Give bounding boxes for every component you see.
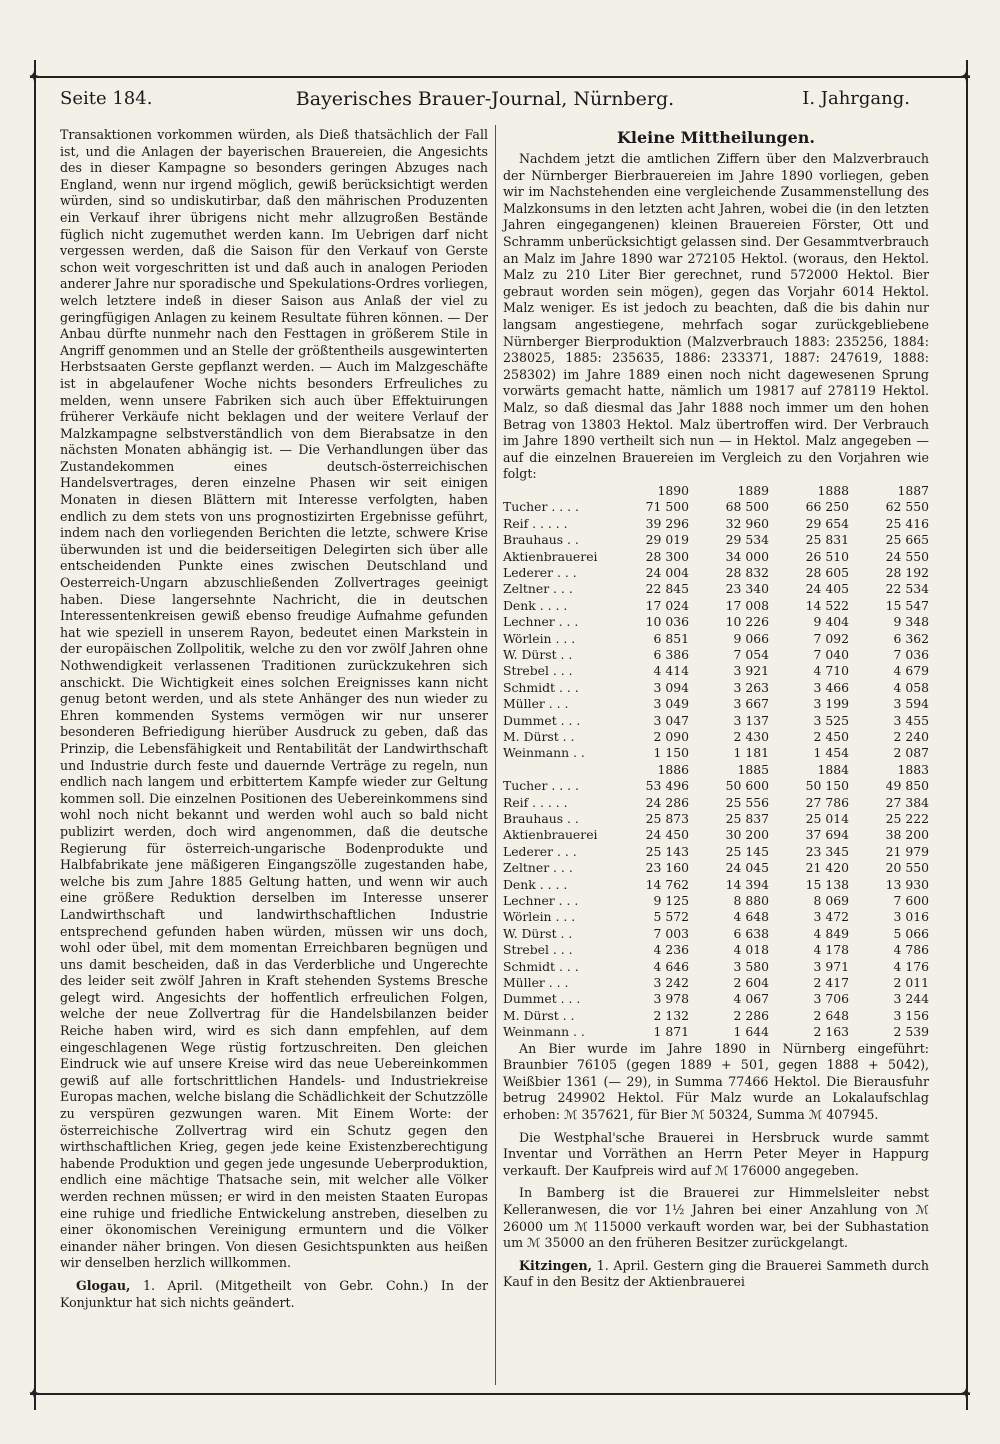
brewery-name: W. Dürst . .	[503, 925, 573, 941]
year-header: 1887	[897, 482, 929, 498]
malt-value: 66 250	[805, 499, 849, 515]
malt-value: 1 644	[733, 1024, 769, 1040]
malt-value: 2 417	[813, 975, 849, 991]
brewery-name: Reif . . . . .	[503, 794, 568, 810]
brewery-name: Tucher . . . .	[503, 499, 579, 515]
malt-value: 4 067	[733, 991, 769, 1007]
malt-value: 50 150	[805, 778, 849, 794]
malt-value: 25 556	[725, 794, 769, 810]
malt-value: 3 047	[653, 712, 689, 728]
right-column	[503, 127, 929, 1291]
malt-value: 25 143	[645, 843, 689, 859]
glogau-place: Glogau,	[76, 1277, 131, 1293]
brewery-name: Brauhaus . .	[503, 532, 579, 548]
malt-value: 25 665	[885, 532, 929, 548]
malt-value: 4 710	[813, 663, 849, 679]
section-title: Kleine Mittheilungen.	[617, 128, 815, 147]
table-row	[503, 696, 929, 712]
malt-value: 2 539	[893, 1024, 929, 1040]
table-row	[503, 926, 929, 942]
malt-value: 1 871	[653, 1024, 689, 1040]
malt-value: 28 300	[645, 548, 689, 564]
bamberg-paragraph: In Bamberg ist die Brauerei zur Himmelsleiter nebst Kelleranwesen, die vor 1½ Jahren bei einer Anzahlung von ℳ 26000 um ℳ 115000 verkauft worden war, bei der Subhastation um ℳ 35000 an den früheren Besitzer zurückgelangt.	[503, 1185, 929, 1251]
malt-value: 25 416	[885, 515, 929, 531]
malt-value: 4 176	[893, 958, 929, 974]
table-header-blank	[503, 762, 609, 778]
malt-value: 2 132	[653, 1007, 689, 1023]
malt-value: 6 386	[653, 646, 689, 662]
brewery-name: Reif . . . . .	[503, 515, 568, 531]
brewery-name: Schmidt . . .	[503, 958, 579, 974]
brewery-name: M. Dürst . .	[503, 728, 575, 744]
malt-value: 5 066	[893, 925, 929, 941]
malt-value: 24 550	[885, 548, 929, 564]
malt-value: 4 646	[653, 958, 689, 974]
malt-value: 23 160	[645, 860, 689, 876]
brewery-name: Müller . . .	[503, 696, 569, 712]
table-row	[503, 991, 929, 1007]
table-row	[503, 680, 929, 696]
brewery-name: Dummet . . .	[503, 712, 581, 728]
malt-value: 6 851	[653, 630, 689, 646]
table-row	[503, 975, 929, 991]
malt-value: 8 880	[733, 893, 769, 909]
malt-value: 3 263	[733, 679, 769, 695]
malt-value: 2 090	[653, 728, 689, 744]
malt-value: 7 092	[813, 630, 849, 646]
brewery-name: Dummet . . .	[503, 991, 581, 1007]
table-row	[503, 713, 929, 729]
malt-value: 29 654	[805, 515, 849, 531]
malt-value: 62 550	[885, 499, 929, 515]
malt-value: 53 496	[645, 778, 689, 794]
brewery-name: W. Dürst . .	[503, 646, 573, 662]
malt-value: 2 286	[733, 1007, 769, 1023]
malt-value: 7 040	[813, 646, 849, 662]
malt-value: 29 019	[645, 532, 689, 548]
malt-value: 25 837	[725, 811, 769, 826]
brewery-name: Schmidt . . .	[503, 679, 579, 695]
column-divider	[495, 125, 496, 1385]
malt-value: 29 534	[725, 532, 769, 548]
malt-value: 15 138	[805, 876, 849, 892]
malt-value: 9 125	[653, 893, 689, 909]
malt-value: 6 362	[893, 630, 929, 646]
malt-value: 14 522	[805, 597, 849, 613]
page-header	[60, 88, 910, 118]
year-header: 1886	[657, 761, 689, 777]
malt-value: 14 394	[725, 876, 769, 892]
table-header-row	[503, 483, 929, 499]
malt-value: 3 706	[813, 991, 849, 1007]
malt-value: 24 004	[645, 564, 689, 580]
year-header: 1883	[897, 761, 929, 777]
table-row	[503, 598, 929, 614]
table-row	[503, 844, 929, 860]
malt-value: 10 036	[645, 614, 689, 630]
left-border-rule	[34, 60, 36, 1410]
malt-value: 4 849	[813, 925, 849, 941]
brewery-name: Wörlein . . .	[503, 909, 576, 925]
table-row	[503, 565, 929, 581]
left-column	[60, 127, 488, 1311]
malt-value: 24 045	[725, 860, 769, 876]
malt-value: 1 181	[733, 745, 769, 761]
malt-value: 3 466	[813, 679, 849, 695]
article-body: Transaktionen vorkommen würden, als Dieß thatsächlich der Fall ist, und die Anlagen der bayerischen Brauereien, die Angesichts des in dieser Kampagne so besonders geringen Abzuges nach England, wenn nur irgend möglich, gewiß berücksichtigt werden würden, sind so undiskutirbar, daß den mährischen Produzenten ein Verkauf ihrer übrigens nicht mehr allzugroßen Bestände füglich nicht zugemuthet werden kann. Im Uebrigen darf nicht vergessen werden, daß die Saison für den Verkauf von Gerste schon weit vorgeschritten ist und daß auch in analogen Perioden anderer Jahre nur sporadische und Spekulations-Ordres vorliegen, welch letztere indeß in dieser Saison aus Anlaß der viel zu geringfügigen Anlagen zu keinem Resultate führen können. — Der Anbau dürfte nunmehr nach den Festtagen in größerem Stile in Angriff genommen und an Stelle der größtentheils ausgewinterten Herbstsaaten Gerste gepflanzt werden. — Auch im Malzgeschäfte ist in abgelaufener Woche nichts besonders Erfreuliches zu melden, wenn unsere Fabriken sich auch über Effektuirungen früherer Verkäufe nicht beklagen und der weitere Verlauf der Malzkampagne selbstverständlich von dem Bierabsatze in den nächsten Monaten abhängig ist. — Die Verhandlungen über das Zustandekommen eines deutsch-österreichischen Handelsvertrages, deren einzelne Phasen wir seit einigen Monaten in diesen Blättern mit Interesse verfolgten, haben endlich zu dem stets von uns prognostizirten Ergebnisse geführt, indem nach den vorliegenden Berichten die letzte, schwere Krise überwunden ist und die beiderseitigen Delegirten sich über alle entscheidenden Punkte eines zwischen Deutschland und Oesterreich-Ungarn abzuschließenden Zollvertrages geeinigt haben. Diese langersehnte Nachricht, die in deutschen Interessentenkreisen gewiß ebenso freudige Aufnahme gefunden hat wie speziell in unserem Rayon, bedeutet einen Markstein in der europäischen Zollpolitik, welche zu den vor zwölf Jahren ohne Nothwendigkeit verlassenen Traditionen zurückzukehren sich anschickt. Die Wichtigkeit eines solchen Ereignisses kann nicht genug betont werden, und als stete Anhänger des nun wieder zu Ehren kommenden Systems vermögen wir nur unserer besonderen Befriedigung hierüber Ausdruck zu geben, daß das Prinzip, die Lebensfähigkeit und Rentabilität der Landwirthschaft und Industrie durch feste und dauernde Verträge zu regeln, nun endlich nach langem und erbittertem Kampfe wieder zur Geltung kommen soll. Die einzelnen Positionen des Uebereinkommens sind wohl noch nicht bekannt und werden wohl auch so bald nicht publizirt werden, doch wird angenommen, daß die deutsche Regierung für österreich-ungarische Bodenprodukte und Halbfabrikate jene mäßigeren Eingangszölle zugestanden habe, welche bis zum Jahre 1885 Geltung hatten, und wenn wir auch eine größere Reduktion derselben im Interesse unserer Landwirthschaft und landwirthschaftlichen Industrie entsprechend gefunden haben würden, müssen wir uns doch, wohl oder übel, mit dem momentan Erreichbaren begnügen und uns damit bescheiden, daß in das Verderbliche und Ungerechte des leider seit zwölf Jahren in Kraft stehenden Systems Bresche gelegt wird. Angesichts der hoffentlich erfreulichen Folgen, welche der neue Zollvertrag für die Handelsbilanzen beider Reiche haben wird, wird es sich dann empfehlen, auf dem eingeschlagenen Wege rüstig fortzuschreiten. Den gleichen Eindruck wie auf unsere Kreise wird das neue Uebereinkommen gewiß auf alle fortschrittlichen Handels- und Industriekreise Europas machen, welche bislang die Schädlichkeit der Schutzzölle zu verspüren gezwungen waren. Mit Einem Worte: der österreichische Zollvertrag wird ein Schutz gegen den wirthschaftlichen Krieg, gegen jede keine Existenzberechtigung habende Produktion und gegen jede ungesunde Ueberproduktion, endlich eine mächtige Thatsache sein, mit welcher alle Völker werden rechnen müssen; er wird in den meisten Staaten Europas eine ruhige und friedliche Entwickelung anstreben, dieselben zu einer ökonomischen Vereinigung ermuntern und die Völker einander näher bringen. Von diesen Gesichtspunkten aus heißen wir denselben herzlich willkommen.	[60, 127, 488, 1271]
table-row	[503, 1024, 929, 1040]
malt-value: 25 014	[805, 811, 849, 826]
brewery-name: Brauhaus . .	[503, 811, 579, 826]
malt-value: 49 850	[885, 778, 929, 794]
malt-value: 4 414	[653, 663, 689, 679]
malt-value: 3 472	[813, 909, 849, 925]
malt-value: 4 178	[813, 942, 849, 958]
brewery-name: M. Dürst . .	[503, 1007, 575, 1023]
table-row	[503, 745, 929, 761]
malt-value: 24 450	[645, 827, 689, 843]
malt-value: 21 979	[885, 843, 929, 859]
malt-value: 7 600	[893, 893, 929, 909]
malt-value: 3 594	[893, 696, 929, 712]
malt-value: 23 340	[725, 581, 769, 597]
brewery-name: Denk . . . .	[503, 876, 568, 892]
malt-value: 8 069	[813, 893, 849, 909]
malt-value: 9 066	[733, 630, 769, 646]
malt-value: 2 450	[813, 728, 849, 744]
brewery-name: Strebel . . .	[503, 663, 573, 679]
malt-value: 1 150	[653, 745, 689, 761]
malt-value: 23 345	[805, 843, 849, 859]
glogau-text: 1. April. (Mitgetheilt von Gebr. Cohn.) In der Konjunktur hat sich nichts geändert.	[60, 1277, 488, 1310]
malt-table-1890-1887	[503, 483, 929, 762]
brewery-name: Denk . . . .	[503, 597, 568, 613]
table-row	[503, 827, 929, 843]
malt-value: 32 960	[725, 515, 769, 531]
malt-value: 50 600	[725, 778, 769, 794]
table-row	[503, 532, 929, 548]
malt-value: 3 525	[813, 712, 849, 728]
malt-value: 4 648	[733, 909, 769, 925]
beer-import-paragraph: An Bier wurde im Jahre 1890 in Nürnberg eingeführt: Braunbier 76105 (gegen 1889 + 501, gegen 1888 + 5042), Weißbier 1361 (— 29), in Summa 77466 Hektol. Die Bierausfuhr betrug 249902 Hektol. Für Malz wurde an Lokalaufschlag erhoben: ℳ 357621, für Bier ℳ 50324, Summa ℳ 407945.	[503, 1040, 929, 1123]
kitzingen-place: Kitzingen,	[519, 1257, 592, 1273]
malt-value: 5 572	[653, 909, 689, 925]
malt-value: 3 580	[733, 958, 769, 974]
malt-value: 6 638	[733, 925, 769, 941]
malt-value: 2 604	[733, 975, 769, 991]
malt-value: 25 873	[645, 811, 689, 826]
malt-value: 71 500	[645, 499, 689, 515]
brewery-name: Zeltner . . .	[503, 860, 573, 876]
malt-value: 3 016	[893, 909, 929, 925]
malt-value: 9 348	[893, 614, 929, 630]
malt-value: 4 786	[893, 942, 929, 958]
table-row	[503, 499, 929, 515]
malt-value: 13 930	[885, 876, 929, 892]
malt-value: 3 971	[813, 958, 849, 974]
table-header-blank	[503, 483, 609, 499]
table-header-row	[503, 762, 929, 778]
table-body	[503, 499, 929, 762]
malt-value: 2 163	[813, 1024, 849, 1040]
table-row	[503, 631, 929, 647]
year-header: 1890	[657, 482, 689, 498]
malt-value: 1 454	[813, 745, 849, 761]
brewery-name: Müller . . .	[503, 975, 569, 991]
malt-value: 2 087	[893, 745, 929, 761]
kitzingen-report	[503, 1258, 929, 1291]
malt-value: 27 786	[805, 794, 849, 810]
year-header: 1885	[737, 761, 769, 777]
malt-value: 14 762	[645, 876, 689, 892]
bottom-border-rule	[30, 1393, 970, 1395]
malt-value: 34 000	[725, 548, 769, 564]
corner-ornament-br: ✦	[960, 1386, 972, 1402]
table-row	[503, 959, 929, 975]
malt-value: 38 200	[885, 827, 929, 843]
malt-value: 2 240	[893, 728, 929, 744]
malt-value: 4 018	[733, 942, 769, 958]
malt-value: 7 036	[893, 646, 929, 662]
malt-value: 15 547	[885, 597, 929, 613]
corner-ornament-tl: ✦	[28, 69, 40, 85]
malt-value: 24 286	[645, 794, 689, 810]
brewery-name: Weinmann . .	[503, 1024, 585, 1040]
brewery-name: Zeltner . . .	[503, 581, 573, 597]
malt-table-1886-1883	[503, 762, 929, 1041]
year-header: 1884	[817, 761, 849, 777]
malt-value: 9 404	[813, 614, 849, 630]
corner-ornament-bl: ✦	[28, 1386, 40, 1402]
malt-value: 17 008	[725, 597, 769, 613]
malt-value: 3 242	[653, 975, 689, 991]
malt-value: 3 199	[813, 696, 849, 712]
malt-value: 37 694	[805, 827, 849, 843]
corner-ornament-tr: ✦	[960, 69, 972, 85]
year-header: 1889	[737, 482, 769, 498]
table-row	[503, 1008, 929, 1024]
glogau-report	[60, 1278, 488, 1311]
malt-value: 30 200	[725, 827, 769, 843]
malt-value: 39 296	[645, 515, 689, 531]
malt-value: 7 003	[653, 925, 689, 941]
table-row	[503, 581, 929, 597]
journal-title: Bayerisches Brauer-Journal, Nürnberg.	[295, 88, 675, 110]
malt-value: 27 384	[885, 794, 929, 810]
brewery-name: Aktienbrauerei	[503, 548, 598, 564]
table-row	[503, 549, 929, 565]
malt-value: 7 054	[733, 646, 769, 662]
table-row	[503, 516, 929, 532]
volume-label: I. Jahrgang.	[802, 88, 910, 109]
malt-value: 28 832	[725, 564, 769, 580]
page-number: Seite 184.	[60, 88, 153, 109]
brewery-name: Tucher . . . .	[503, 778, 579, 794]
malt-value: 25 831	[805, 532, 849, 548]
malt-value: 22 534	[885, 581, 929, 597]
brewery-name: Lechner . . .	[503, 893, 579, 909]
malt-value: 22 845	[645, 581, 689, 597]
table-row	[503, 860, 929, 876]
malt-value: 2 430	[733, 728, 769, 744]
table-row	[503, 729, 929, 745]
kitzingen-text: 1. April. Gestern ging die Brauerei Sammeth durch Kauf in den Besitz der Aktienbrauerei	[503, 1257, 929, 1290]
table-row	[503, 909, 929, 925]
brewery-name: Strebel . . .	[503, 942, 573, 958]
right-border-rule	[966, 60, 968, 1410]
brewery-name: Wörlein . . .	[503, 630, 576, 646]
table-row	[503, 795, 929, 811]
brewery-name: Lederer . . .	[503, 843, 577, 859]
table-body	[503, 778, 929, 1041]
malt-value: 2 648	[813, 1007, 849, 1023]
table-row	[503, 811, 929, 827]
malt-value: 20 550	[885, 860, 929, 876]
table-row	[503, 877, 929, 893]
malt-value: 4 236	[653, 942, 689, 958]
malt-value: 28 192	[885, 564, 929, 580]
malt-value: 2 011	[893, 975, 929, 991]
brewery-name: Weinmann . .	[503, 745, 585, 761]
brewery-name: Lechner . . .	[503, 614, 579, 630]
malt-value: 3 094	[653, 679, 689, 695]
table-row	[503, 893, 929, 909]
malt-value: 68 500	[725, 499, 769, 515]
table-row	[503, 614, 929, 630]
malt-value: 25 222	[885, 811, 929, 826]
malt-value: 3 156	[893, 1007, 929, 1023]
malt-value: 3 137	[733, 712, 769, 728]
top-border-rule	[30, 76, 970, 78]
malt-value: 28 605	[805, 564, 849, 580]
brewery-name: Lederer . . .	[503, 564, 577, 580]
malt-value: 4 679	[893, 663, 929, 679]
malt-value: 3 921	[733, 663, 769, 679]
malt-value: 10 226	[725, 614, 769, 630]
malt-value: 17 024	[645, 597, 689, 613]
malt-value: 3 244	[893, 991, 929, 1007]
year-header: 1888	[817, 482, 849, 498]
malt-value: 3 049	[653, 696, 689, 712]
table-row	[503, 778, 929, 794]
malt-value: 25 145	[725, 843, 769, 859]
malt-value: 21 420	[805, 860, 849, 876]
table-row	[503, 663, 929, 679]
malt-value: 3 455	[893, 712, 929, 728]
malt-value: 4 058	[893, 679, 929, 695]
malt-intro: Nachdem jetzt die amtlichen Ziffern über den Malzverbrauch der Nürnberger Bierbrauereien im Jahre 1890 vorliegen, geben wir im Nachstehenden eine vergleichende Zusammenstellung des Malzkonsums in den letzten acht Jahren, wobei die (in den letzten Jahren eingegangenen) kleinen Brauereien Förster, Ott und Schramm unberücksichtigt gelassen sind. Der Gesammtverbrauch an Malz im Jahre 1890 war 272105 Hektol. (woraus, den Hektol. Malz zu 210 Liter Bier gerechnet, rund 572000 Hektol. Bier gebraut worden sein mögen), gegen das Vorjahr 6014 Hektol. Malz weniger. Es ist jedoch zu beachten, daß die bis dahin nur langsam angestiegene, mehrfach sogar zurückgebliebene Nürnberger Bierproduktion (Malzverbrauch 1883: 235256, 1884: 238025, 1885: 235635, 1886: 233371, 1887: 247619, 1888: 258302) im Jahre 1889 einen noch nicht dagewesenen Sprung vorwärts gemacht hatte, nämlich um 19817 auf 278119 Hektol. Malz, so daß diesmal das Jahr 1888 noch immer um den hohen Betrag von 13803 Hektol. Malz übertroffen wird. Der Verbrauch im Jahre 1890 vertheilt sich nun — in Hektol. Malz angegeben — auf die einzelnen Brauereien im Vergleich zu den Vorjahren wie folgt:	[503, 151, 929, 482]
malt-value: 26 510	[805, 548, 849, 564]
table-row	[503, 942, 929, 958]
table-row	[503, 647, 929, 663]
malt-value: 3 667	[733, 696, 769, 712]
malt-value: 24 405	[805, 581, 849, 597]
malt-value: 3 978	[653, 991, 689, 1007]
brewery-name: Aktienbrauerei	[503, 827, 598, 843]
hersbruck-paragraph: Die Westphal'sche Brauerei in Hersbruck wurde sammt Inventar und Vorräthen an Herrn Peter Meyer in Happurg verkauft. Der Kaufpreis wird auf ℳ 176000 angegeben.	[503, 1129, 929, 1178]
